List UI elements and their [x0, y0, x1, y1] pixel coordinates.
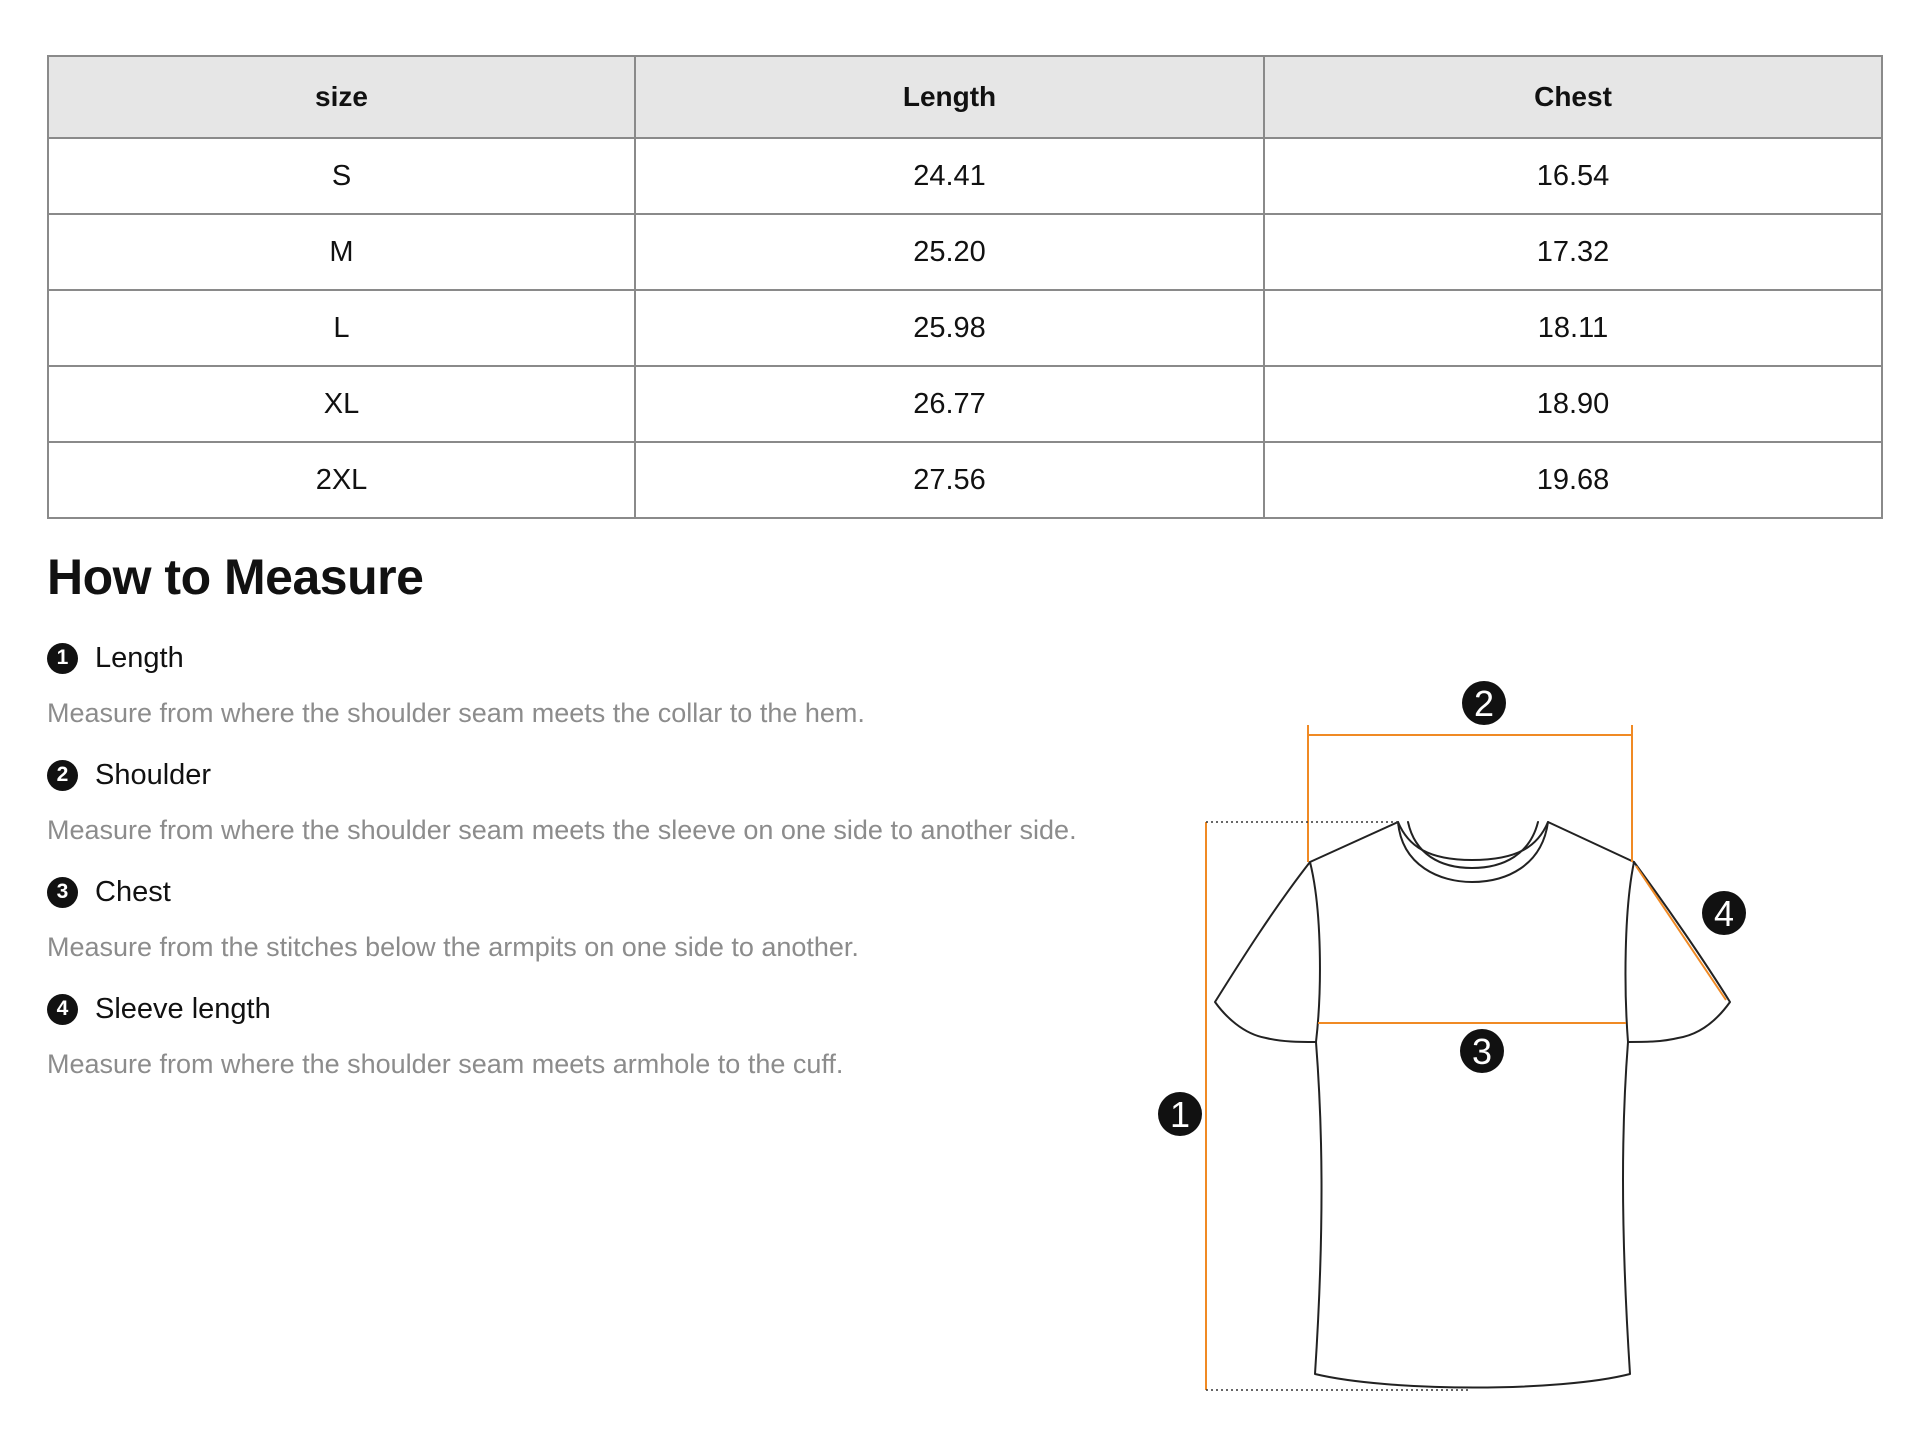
column-header-size: size: [48, 56, 635, 138]
step-description: Measure from where the shoulder seam meets the collar to the hem.: [47, 698, 865, 728]
cell-length: 25.98: [635, 290, 1264, 366]
marker-label: 2: [1473, 683, 1495, 724]
step-description: Measure from the stitches below the armpits on one side to another.: [47, 932, 859, 962]
column-header-length: Length: [635, 56, 1264, 138]
t-shirt-outline-icon: [1215, 822, 1730, 1388]
length-reference-dotted-lines: [1206, 822, 1470, 1390]
how-to-measure-title: How to Measure: [47, 549, 424, 605]
column-header-chest: Chest: [1264, 56, 1882, 138]
cell-length: 26.77: [635, 366, 1264, 442]
cell-chest: 19.68: [1264, 442, 1882, 518]
cell-chest: 16.54: [1264, 138, 1882, 214]
measure-step-shoulder: [47, 757, 1077, 846]
step-number-badge: 2: [47, 760, 78, 791]
marker-label: 3: [1471, 1031, 1493, 1072]
marker-length-badge: [1158, 1092, 1202, 1136]
cell-length: 27.56: [635, 442, 1264, 518]
table-row: [48, 290, 1882, 366]
cell-chest: 17.32: [1264, 214, 1882, 290]
table-row: [48, 138, 1882, 214]
cell-chest: 18.11: [1264, 290, 1882, 366]
step-description: Measure from where the shoulder seam meets the sleeve on one side to another side.: [47, 815, 1077, 845]
table-row: [48, 214, 1882, 290]
cell-size: S: [48, 138, 635, 214]
cell-size: XL: [48, 366, 635, 442]
t-shirt-measurement-diagram: [1140, 670, 1770, 1410]
marker-label: 1: [1169, 1094, 1191, 1135]
step-label: Chest: [95, 875, 171, 908]
cell-chest: 18.90: [1264, 366, 1882, 442]
table-row: [48, 442, 1882, 518]
marker-label: 4: [1713, 893, 1735, 934]
step-number-badge: 1: [47, 643, 78, 674]
size-chart-table: [47, 55, 1883, 519]
sleeve-measure-line: [1636, 866, 1726, 1000]
step-description: Measure from where the shoulder seam meets armhole to the cuff.: [47, 1049, 844, 1079]
cell-size: M: [48, 214, 635, 290]
step-number-badge: 3: [47, 877, 78, 908]
step-number-badge: 4: [47, 994, 78, 1025]
step-label: Shoulder: [95, 758, 212, 791]
table-header-row: [48, 56, 1882, 138]
step-label: Sleeve length: [95, 992, 271, 1025]
marker-chest-badge: [1460, 1029, 1504, 1073]
marker-sleeve-badge: [1702, 891, 1746, 935]
cell-size: L: [48, 290, 635, 366]
cell-length: 24.41: [635, 138, 1264, 214]
step-label: Length: [95, 641, 184, 674]
marker-shoulder-badge: [1462, 681, 1506, 725]
cell-length: 25.20: [635, 214, 1264, 290]
measure-step-length: [47, 640, 865, 729]
cell-size: 2XL: [48, 442, 635, 518]
table-row: [48, 366, 1882, 442]
measure-step-sleeve-length: [47, 991, 843, 1080]
measure-step-chest: [47, 874, 859, 963]
